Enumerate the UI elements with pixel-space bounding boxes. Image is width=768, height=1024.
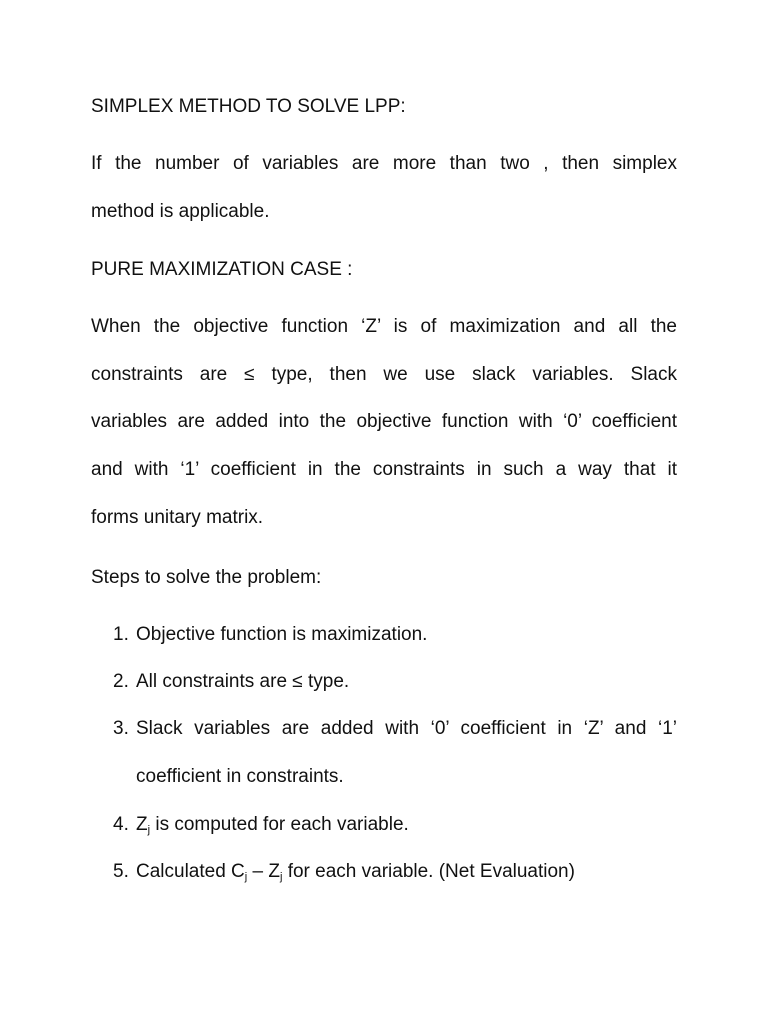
heading-simplex-method: SIMPLEX METHOD TO SOLVE LPP:: [91, 96, 406, 117]
step-text: [136, 860, 575, 884]
heading-pure-maximization: PURE MAXIMIZATION CASE :: [91, 259, 353, 280]
step-number: 2.: [113, 671, 129, 692]
step-number: 3.: [113, 718, 129, 739]
paragraph-line-3: variables are added into the objective function with ‘0’ coefficient: [91, 411, 677, 432]
paragraph-line-5: forms unitary matrix.: [91, 507, 264, 528]
step-text-pre: Calculated C: [136, 861, 245, 882]
step-text: Slack variables are added with ‘0’ coefficient in ‘Z’ and ‘1’: [136, 718, 677, 739]
intro-line-2: method is applicable.: [91, 201, 270, 222]
subscript-j: j: [244, 871, 248, 883]
paragraph-line-2: constraints are ≤ type, then we use slack variables. Slack: [91, 364, 677, 385]
intro-line-1: If the number of variables are more than two , then simplex: [91, 153, 677, 174]
step-text-rest: for each variable. (Net Evaluation): [282, 861, 575, 882]
step-text-mid: – Z: [247, 861, 280, 882]
step-number: 1.: [113, 624, 129, 645]
step-number: 4.: [113, 814, 129, 835]
step-text: All constraints are ≤ type.: [136, 671, 350, 692]
step-text-rest: is computed for each variable.: [150, 814, 409, 835]
step-text: Objective function is maximization.: [136, 624, 428, 645]
step-text: [136, 813, 409, 837]
step-number: 5.: [113, 861, 129, 882]
z-symbol: Z: [136, 814, 148, 835]
steps-heading: Steps to solve the problem:: [91, 567, 322, 588]
subscript-j: j: [147, 824, 151, 836]
subscript-j: j: [279, 871, 283, 883]
step-text-continuation: coefficient in constraints.: [136, 766, 344, 787]
paragraph-line-1: When the objective function ‘Z’ is of maximization and all the: [91, 316, 677, 337]
paragraph-line-4: and with ‘1’ coefficient in the constraints in such a way that it: [91, 459, 677, 480]
